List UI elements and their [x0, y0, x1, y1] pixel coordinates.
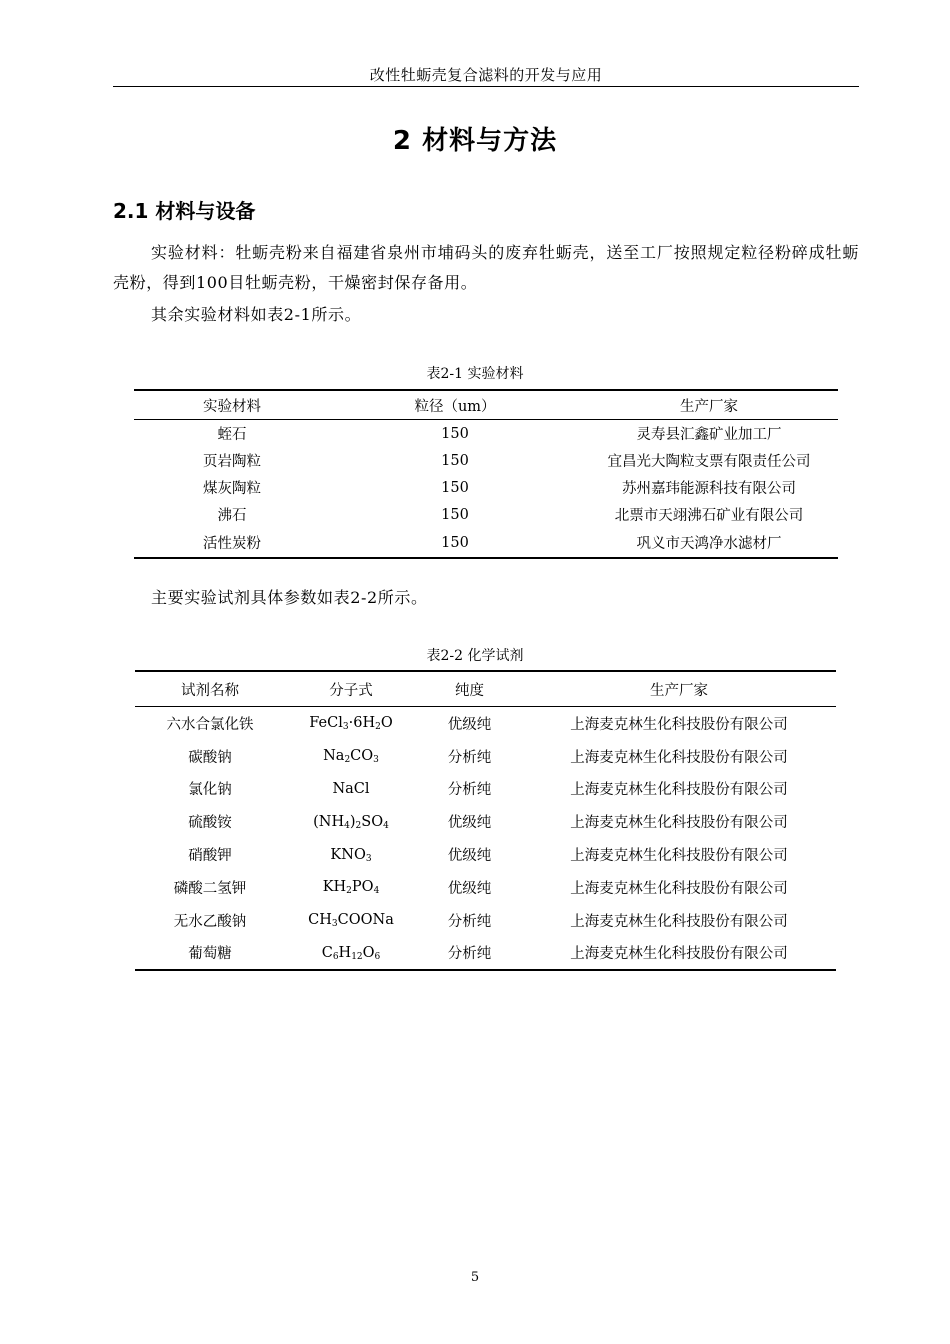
formula-subscript: 3	[342, 722, 349, 733]
table-cell: 北票市天翊沸石矿业有限公司	[614, 508, 804, 524]
chemical-formula	[285, 871, 417, 904]
table-cell: 氯化钠	[188, 782, 232, 799]
table-header-row	[135, 671, 836, 707]
chemical-formula	[285, 707, 417, 740]
table-row	[135, 904, 836, 937]
formula-part: C	[321, 944, 333, 961]
table2-caption: 表2-2 化学试剂	[426, 648, 524, 664]
table1-caption: 表2-1 实验材料	[426, 366, 524, 382]
formula-part: NaCl	[332, 780, 370, 797]
table-header-row	[134, 390, 838, 420]
table-row	[134, 420, 838, 448]
running-header: 改性牡蛎壳复合滤料的开发与应用	[369, 66, 603, 84]
table-cell: 葡萄糖	[188, 946, 232, 963]
table-cell: 分析纯	[447, 913, 492, 930]
table-cell: 优级纯	[447, 880, 492, 897]
table-cell: 优级纯	[447, 815, 492, 832]
table-cell: 上海麦克林生化科技股份有限公司	[570, 815, 788, 832]
table-cell: 上海麦克林生化科技股份有限公司	[570, 749, 788, 766]
table-cell: 分析纯	[447, 946, 492, 963]
table-cell: 活性炭粉	[203, 536, 261, 552]
table-cell: 沸石	[217, 508, 247, 524]
table-cell: 上海麦克林生化科技股份有限公司	[570, 880, 788, 897]
formula-part: PO	[351, 879, 374, 896]
formula-part: O	[362, 944, 375, 961]
table-cell: 灵寿县汇鑫矿业加工厂	[636, 427, 782, 443]
table-row	[135, 871, 836, 904]
table-cell: 分析纯	[447, 749, 492, 766]
table-cell: 150	[441, 452, 469, 469]
table-row	[135, 805, 836, 838]
table-cell: 上海麦克林生化科技股份有限公司	[570, 716, 788, 733]
formula-subscript: 4	[373, 886, 380, 897]
materials-table	[134, 389, 838, 559]
header-divider	[113, 86, 859, 87]
table-cell: 蛭石	[217, 427, 247, 443]
table-cell: 硝酸钾	[188, 848, 232, 865]
formula-subscript: 4	[383, 820, 389, 831]
column-header: 试剂名称	[135, 671, 285, 707]
column-header: 生产厂家	[522, 671, 836, 707]
column-header: 实验材料	[134, 390, 330, 420]
formula-subscript: 4	[344, 820, 350, 831]
table-cell: 150	[441, 425, 469, 442]
table-cell: 碳酸钠	[188, 749, 232, 766]
paragraph-materials: 实验材料：牡蛎壳粉来自福建省泉州市埔码头的废弃牡蛎壳，送至工厂按照规定粒径粉碎成牡蛎壳粉，得到100目牡蛎壳粉，干燥密封保存备用。	[113, 243, 859, 292]
formula-subscript: 2	[344, 755, 351, 766]
formula-subscript: 6	[332, 951, 339, 962]
formula-part: FeCl	[309, 715, 343, 732]
table-cell: 页岩陶粒	[203, 454, 261, 470]
table-cell: 六水合氯化铁	[166, 716, 254, 733]
table-cell: 煤灰陶粒	[203, 481, 261, 497]
formula-part: CO	[350, 748, 374, 765]
formula-part: COONa	[337, 912, 394, 929]
formula-part: )	[349, 813, 356, 830]
formula-part: (NH	[313, 813, 345, 830]
table-cell: 上海麦克林生化科技股份有限公司	[570, 782, 788, 799]
chemical-formula	[285, 773, 417, 806]
table-row	[135, 740, 836, 773]
formula-subscript: 2	[346, 886, 352, 897]
table-cell: 分析纯	[447, 782, 492, 799]
table-cell: 硫酸铵	[188, 815, 232, 832]
table-cell: 巩义市天鸿净水滤材厂	[636, 536, 782, 552]
chemical-formula	[285, 904, 417, 937]
table-cell: 上海麦克林生化科技股份有限公司	[570, 946, 788, 963]
paragraph-table1-ref: 其余实验材料如表2-1所示。	[151, 305, 362, 324]
formula-part: H	[338, 944, 352, 961]
formula-subscript: 2	[355, 820, 362, 831]
chemical-formula	[285, 937, 417, 971]
table-cell: 150	[441, 506, 469, 523]
reagents-table	[135, 670, 836, 971]
table-row	[134, 474, 838, 501]
table-row	[135, 707, 836, 740]
table-cell: 优级纯	[447, 848, 492, 865]
formula-part: ·6H	[348, 715, 376, 732]
table-row	[134, 501, 838, 528]
formula-part: KNO	[330, 846, 366, 863]
formula-part: CH	[308, 912, 332, 929]
table-row	[134, 447, 838, 474]
formula-subscript: 2	[375, 722, 381, 733]
table-cell: 150	[441, 479, 469, 496]
chemical-formula	[285, 838, 417, 871]
formula-part: Na	[323, 748, 345, 765]
section-title: 2.1 材料与设备	[113, 199, 256, 223]
chemical-formula	[285, 740, 417, 773]
formula-subscript: 12	[351, 951, 363, 962]
formula-subscript: 3	[331, 919, 338, 930]
table-cell: 无水乙酸钠	[173, 913, 247, 930]
paragraph-table2-ref: 主要实验试剂具体参数如表2-2所示。	[151, 588, 428, 607]
table-cell: 优级纯	[447, 716, 492, 733]
chemical-formula	[285, 805, 417, 838]
table-cell: 上海麦克林生化科技股份有限公司	[570, 848, 788, 865]
chapter-title: 2 材料与方法	[392, 126, 558, 156]
column-header: 分子式	[285, 671, 417, 707]
formula-subscript: 3	[373, 755, 379, 766]
formula-part: O	[380, 715, 393, 732]
table-row	[134, 528, 838, 558]
table-cell: 苏州嘉玮能源科技有限公司	[622, 481, 796, 497]
formula-part: KH	[322, 879, 347, 896]
column-header: 生产厂家	[580, 390, 838, 420]
column-header: 粒径（um）	[330, 390, 580, 420]
page-number: 5	[470, 1270, 480, 1285]
table-row	[135, 773, 836, 806]
formula-part: SO	[361, 813, 384, 830]
table-cell: 磷酸二氢钾	[173, 880, 247, 897]
table-cell: 150	[441, 534, 469, 551]
table-row	[135, 838, 836, 871]
formula-subscript: 3	[365, 853, 372, 864]
column-header: 纯度	[417, 671, 522, 707]
table-cell: 上海麦克林生化科技股份有限公司	[570, 913, 788, 930]
table-row	[135, 937, 836, 971]
formula-subscript: 6	[374, 951, 381, 962]
table-cell: 宜昌光大陶粒支票有限责任公司	[607, 454, 811, 470]
